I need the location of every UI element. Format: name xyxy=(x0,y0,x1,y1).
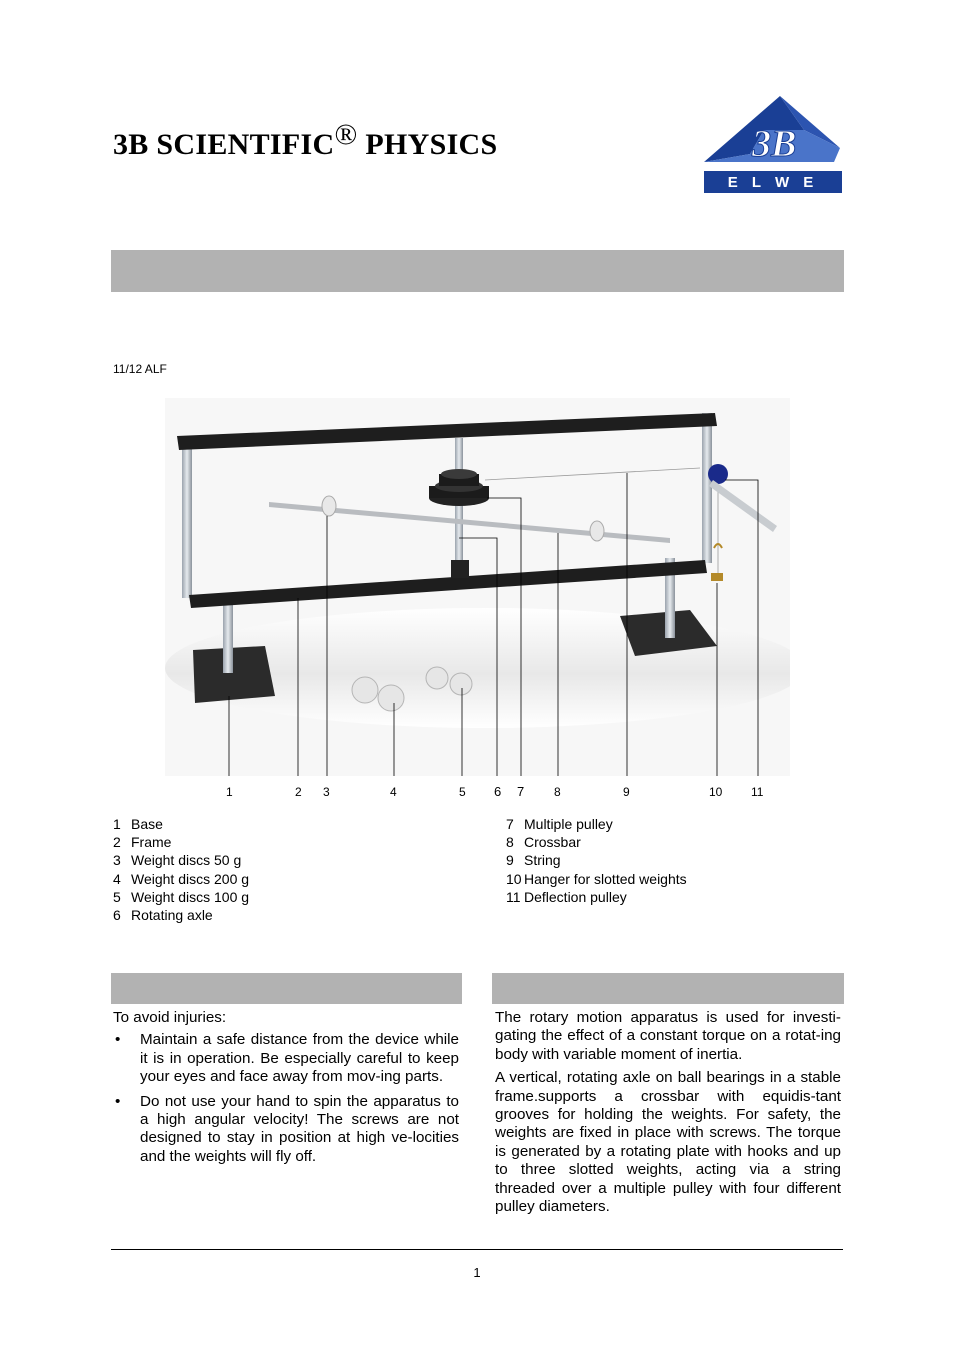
description-paragraph: A vertical, rotating axle on ball bearings in a stable frame.supports a crossbar with equidis-tant grooves for holding the weights. For safety, the weights are fixed in place with screws. The torque is generated by a rotating plate with hooks and up to three slotted weights, acting via a string threaded over a multiple pulley with four different pulley diameters. xyxy=(495,1069,841,1216)
bullet: • xyxy=(115,1031,121,1049)
callout-11: 11 xyxy=(751,785,764,799)
callout-4: 4 xyxy=(390,785,397,799)
left-base xyxy=(193,646,275,703)
safety-column xyxy=(113,1009,459,1172)
legend-left xyxy=(113,815,249,924)
callout-8: 8 xyxy=(554,785,561,799)
legend-item: 4 Weight discs 200 g xyxy=(113,870,250,887)
brand-title xyxy=(113,118,498,162)
legend-item: 2 Frame xyxy=(113,834,172,851)
logo-3b-text: 3B xyxy=(752,123,797,165)
safety-section-bar xyxy=(111,973,462,1004)
safety-list xyxy=(113,1031,459,1166)
callout-3: 3 xyxy=(323,785,330,799)
registered-mark: ® xyxy=(334,118,358,151)
footer-rule xyxy=(111,1249,843,1250)
description-column xyxy=(495,1009,841,1221)
callout-6: 6 xyxy=(494,784,502,799)
legend-item: 9 String xyxy=(506,852,561,869)
legend-item: 8 Crossbar xyxy=(506,834,581,851)
elwe-logo xyxy=(704,96,842,194)
callout-9: 9 xyxy=(623,785,630,799)
legend-item: 1 Base xyxy=(113,816,163,832)
brand-main: 3B SCIENTIFIC xyxy=(113,128,335,161)
legend-right xyxy=(506,815,687,906)
bullet: • xyxy=(115,1092,121,1110)
title-bar xyxy=(111,250,844,292)
brand-tail: PHYSICS xyxy=(357,128,498,161)
list-item: • Maintain a safe distance from the device while it is in operation. Be especially careful to keep your eyes and face away from mov-ing parts. xyxy=(115,1031,459,1086)
callout-10: 10 xyxy=(709,785,723,799)
apparatus-figure xyxy=(165,398,790,776)
rotating-axle xyxy=(455,438,463,578)
legend-item: 11 Deflection pulley xyxy=(506,888,627,905)
legend-item: 3 Weight discs 50 g xyxy=(113,852,242,869)
logo-elwe-text: E L W E xyxy=(727,174,819,191)
description-section-bar xyxy=(492,973,844,1004)
callout-1: 1 xyxy=(226,785,233,799)
legend-item: 5 Weight discs 100 g xyxy=(113,888,250,905)
legend-item: 10 Hanger for slotted weights xyxy=(506,870,687,887)
callout-2: 2 xyxy=(295,785,302,799)
safety-intro: To avoid injuries: xyxy=(113,1009,227,1026)
description-paragraph: The rotary motion apparatus is used for investi-gating the effect of a constant torque on a rotat-ing body with variable moment of inertia. xyxy=(495,1009,841,1063)
page-number: 1 xyxy=(473,1265,481,1280)
legend-item: 7 Multiple pulley xyxy=(506,816,613,832)
list-item: • Do not use your hand to spin the apparatus to a high angular velocity! The screws are not designed to stay in position at high ve-locities and the weights will fly off. xyxy=(115,1092,459,1165)
deflection-pulley xyxy=(708,464,728,484)
document-code: 11/12 ALF xyxy=(113,362,167,376)
callout-5: 5 xyxy=(459,785,466,799)
legend-item: 6 Rotating axle xyxy=(113,907,213,924)
callout-7: 7 xyxy=(517,784,525,799)
